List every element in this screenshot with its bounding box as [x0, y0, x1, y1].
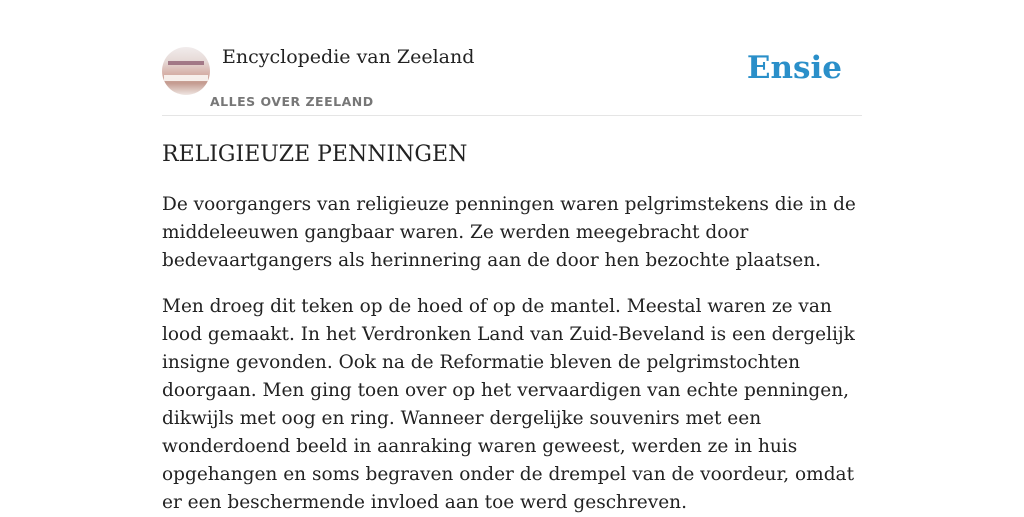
article-title: RELIGIEUZE PENNINGEN	[162, 142, 468, 167]
site-header	[162, 0, 862, 116]
ensie-logo-link[interactable]: Ensie	[746, 50, 842, 86]
avatar-detail	[168, 61, 204, 65]
article-paragraph: Men droeg dit teken op de hoed of op de mantel. Meestal waren ze van lood gemaakt. In het Verdronken Land van Zuid-Beveland is een dergelijk insigne gevonden. Ook na de Reformatie bleven de pelgrimstochten doorgaan. Men ging toen over op het vervaardigen van echte penningen, dikwijls met oog en ring. Wanneer dergelijke souvenirs met een wonderdoend beeld in aanraking waren geweest, werden ze in huis opgehangen en soms begraven onder de drempel van de voordeur, omdat er een beschermende invloed aan toe werd geschreven.	[162, 296, 855, 513]
encyclopedia-title[interactable]: Encyclopedie van Zeeland	[222, 46, 475, 68]
article-paragraph: De voorgangers van religieuze penningen waren pelgrimstekens die in de middeleeuwen gangbaar waren. Ze werden meegebracht door bedevaartgangers als herinnering aan de door hen bezochte plaatsen.	[162, 194, 856, 271]
avatar-detail	[164, 75, 208, 81]
encyclopedia-avatar[interactable]	[162, 47, 210, 95]
encyclopedia-tagline: ALLES OVER ZEELAND	[210, 94, 374, 109]
page-container	[162, 0, 862, 517]
